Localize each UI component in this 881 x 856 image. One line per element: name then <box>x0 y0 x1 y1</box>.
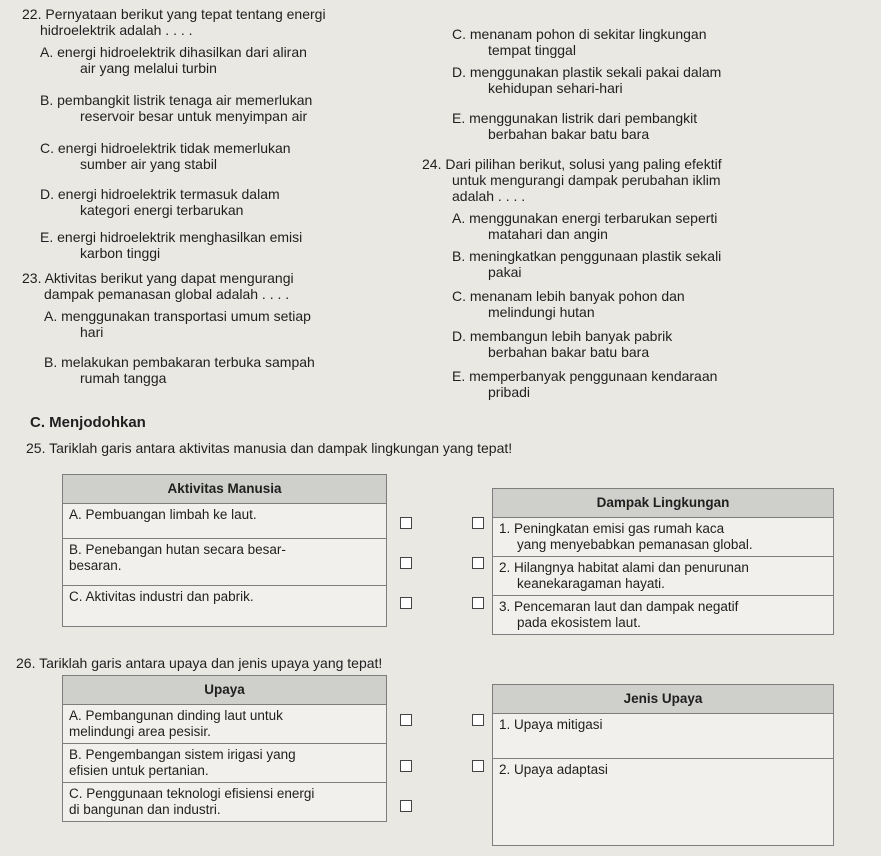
q26-right-header: Jenis Upaya <box>493 685 834 714</box>
q25-right-table <box>492 488 834 635</box>
q22-option-e-line1[interactable]: E. energi hidroelektrik menghasilkan emisi <box>40 229 303 245</box>
q22-option-c2-line2: tempat tinggal <box>488 42 576 58</box>
q24-stem-line2: untuk mengurangi dampak perubahan iklim <box>452 172 721 188</box>
q25-left-item-b[interactable] <box>63 539 387 586</box>
q23-option-a-line1[interactable]: A. menggunakan transportasi umum setiap <box>44 308 311 324</box>
q26-left-item-a-text1: A. Pembangunan dinding laut untuk <box>69 708 283 723</box>
q22-stem-line1: 22. Pernyataan berikut yang tepat tentang energi <box>22 6 326 22</box>
q23-stem-line2: dampak pemanasan global adalah . . . . <box>44 286 290 302</box>
q25-left-item-b-text2: besaran. <box>69 558 122 573</box>
q23-stem-line1: 23. Aktivitas berikut yang dapat mengurangi <box>22 270 294 286</box>
q25-left-item-a-text: A. Pembuangan limbah ke laut. <box>69 507 257 522</box>
q24-stem-line3: adalah . . . . <box>452 188 526 204</box>
q22-option-c-line2: sumber air yang stabil <box>80 156 217 172</box>
q22-option-a-line1[interactable]: A. energi hidroelektrik dihasilkan dari aliran <box>40 44 307 60</box>
q26-left-b-checkbox[interactable] <box>400 760 412 772</box>
q25-right-item-2-text2: keanekaragaman hayati. <box>517 576 665 591</box>
q26-left-item-c[interactable] <box>63 783 387 822</box>
q26-right-item-1[interactable] <box>493 714 834 759</box>
q25-right-3-checkbox[interactable] <box>472 597 484 609</box>
right-column <box>422 26 872 406</box>
q26-left-header: Upaya <box>63 676 387 705</box>
q26-right-item-1-text: 1. Upaya mitigasi <box>499 717 603 732</box>
q25-left-item-b-text1: B. Penebangan hutan secara besar- <box>69 542 286 557</box>
q22-option-d2-line1[interactable]: D. menggunakan plastik sekali pakai dalam <box>452 64 722 80</box>
q22-option-d-line1[interactable]: D. energi hidroelektrik termasuk dalam <box>40 186 280 202</box>
q26-left-item-b-text2: efisien untuk pertanian. <box>69 763 209 778</box>
q25-left-item-c[interactable] <box>63 586 387 627</box>
q26-right-item-2-text: 2. Upaya adaptasi <box>499 762 608 777</box>
q22-option-b-line1[interactable]: B. pembangkit listrik tenaga air memerlukan <box>40 92 313 108</box>
q25-right-item-3-text1: 3. Pencemaran laut dan dampak negatif <box>499 599 739 614</box>
q25-left-c-checkbox[interactable] <box>400 597 412 609</box>
q26-right-2-checkbox[interactable] <box>472 760 484 772</box>
q25-prompt: 25. Tariklah garis antara aktivitas manusia dan dampak lingkungan yang tepat! <box>26 440 513 456</box>
q26-right-1-checkbox[interactable] <box>472 714 484 726</box>
q25-left-table <box>62 474 387 627</box>
q23-option-b-line1[interactable]: B. melakukan pembakaran terbuka sampah <box>44 354 315 370</box>
q25-left-item-c-text: C. Aktivitas industri dan pabrik. <box>69 589 254 604</box>
q26-left-item-b[interactable] <box>63 744 387 783</box>
q25-right-item-2-text1: 2. Hilangnya habitat alami dan penurunan <box>499 560 749 575</box>
q22-option-e-line2: karbon tinggi <box>80 245 161 261</box>
q22-option-c-line1[interactable]: C. energi hidroelektrik tidak memerlukan <box>40 140 291 156</box>
q26-left-table <box>62 675 387 822</box>
q22-option-e2-line1[interactable]: E. menggunakan listrik dari pembangkit <box>452 110 698 126</box>
q22-option-c2-line1[interactable]: C. menanam pohon di sekitar lingkungan <box>452 26 707 42</box>
q24-option-a-line1[interactable]: A. menggunakan energi terbarukan seperti <box>452 210 718 226</box>
q22-option-a-line2: air yang melalui turbin <box>80 60 217 76</box>
q22-option-d2-line2: kehidupan sehari-hari <box>488 80 623 96</box>
q25-right-2-checkbox[interactable] <box>472 557 484 569</box>
q23-option-d-line2: berbahan bakar batu bara <box>488 344 650 360</box>
q26-left-item-b-text1: B. Pengembangan sistem irigasi yang <box>69 747 296 762</box>
q25-right-1-checkbox[interactable] <box>472 517 484 529</box>
section-heading: C. Menjodohkan <box>30 414 146 431</box>
q22-option-d-line2: kategori energi terbarukan <box>80 202 244 218</box>
q24-option-b-line2: pakai <box>488 264 522 280</box>
q25-right-item-2[interactable] <box>493 557 834 596</box>
q23-option-b-line2: rumah tangga <box>80 370 167 386</box>
left-column <box>22 6 422 410</box>
q26-left-item-a-text2: melindungi area pesisir. <box>69 724 211 739</box>
q26-left-c-checkbox[interactable] <box>400 800 412 812</box>
q25-left-item-a[interactable] <box>63 504 387 539</box>
q26-left-item-c-text2: di bangunan dan industri. <box>69 802 221 817</box>
q25-right-item-3-text2: pada ekosistem laut. <box>517 615 641 630</box>
q22-stem-line2: hidroelektrik adalah . . . . <box>40 22 193 38</box>
q23-option-d-line1[interactable]: D. membangun lebih banyak pabrik <box>452 328 673 344</box>
q25-right-item-1[interactable] <box>493 518 834 557</box>
q22-option-b-line2: reservoir besar untuk menyimpan air <box>80 108 308 124</box>
q26-right-table <box>492 684 834 846</box>
q25-left-header: Aktivitas Manusia <box>63 475 387 504</box>
q23-option-e-line1[interactable]: E. memperbanyak penggunaan kendaraan <box>452 368 718 384</box>
q25-left-a-checkbox[interactable] <box>400 517 412 529</box>
q23-option-c-line1[interactable]: C. menanam lebih banyak pohon dan <box>452 288 685 304</box>
q25-right-header: Dampak Lingkungan <box>493 489 834 518</box>
q23-option-e-line2: pribadi <box>488 384 531 400</box>
q24-option-b-line1[interactable]: B. meningkatkan penggunaan plastik sekali <box>452 248 722 264</box>
q26-left-a-checkbox[interactable] <box>400 714 412 726</box>
q22-option-e2-line2: berbahan bakar batu bara <box>488 126 650 142</box>
q25-right-item-1-text1: 1. Peningkatan emisi gas rumah kaca <box>499 521 725 536</box>
q24-stem-line1: 24. Dari pilihan berikut, solusi yang paling efektif <box>422 156 722 172</box>
q24-option-a-line2: matahari dan angin <box>488 226 608 242</box>
q26-left-item-a[interactable] <box>63 705 387 744</box>
q23-option-c-line2: melindungi hutan <box>488 304 595 320</box>
q25-right-item-1-text2: yang menyebabkan pemanasan global. <box>517 537 753 552</box>
q25-right-item-3[interactable] <box>493 596 834 635</box>
q26-right-item-2[interactable] <box>493 759 834 846</box>
q26-left-item-c-text1: C. Penggunaan teknologi efisiensi energi <box>69 786 315 801</box>
q26-prompt: 26. Tariklah garis antara upaya dan jenis upaya yang tepat! <box>16 655 383 671</box>
q23-option-a-line2: hari <box>80 324 104 340</box>
q25-left-b-checkbox[interactable] <box>400 557 412 569</box>
